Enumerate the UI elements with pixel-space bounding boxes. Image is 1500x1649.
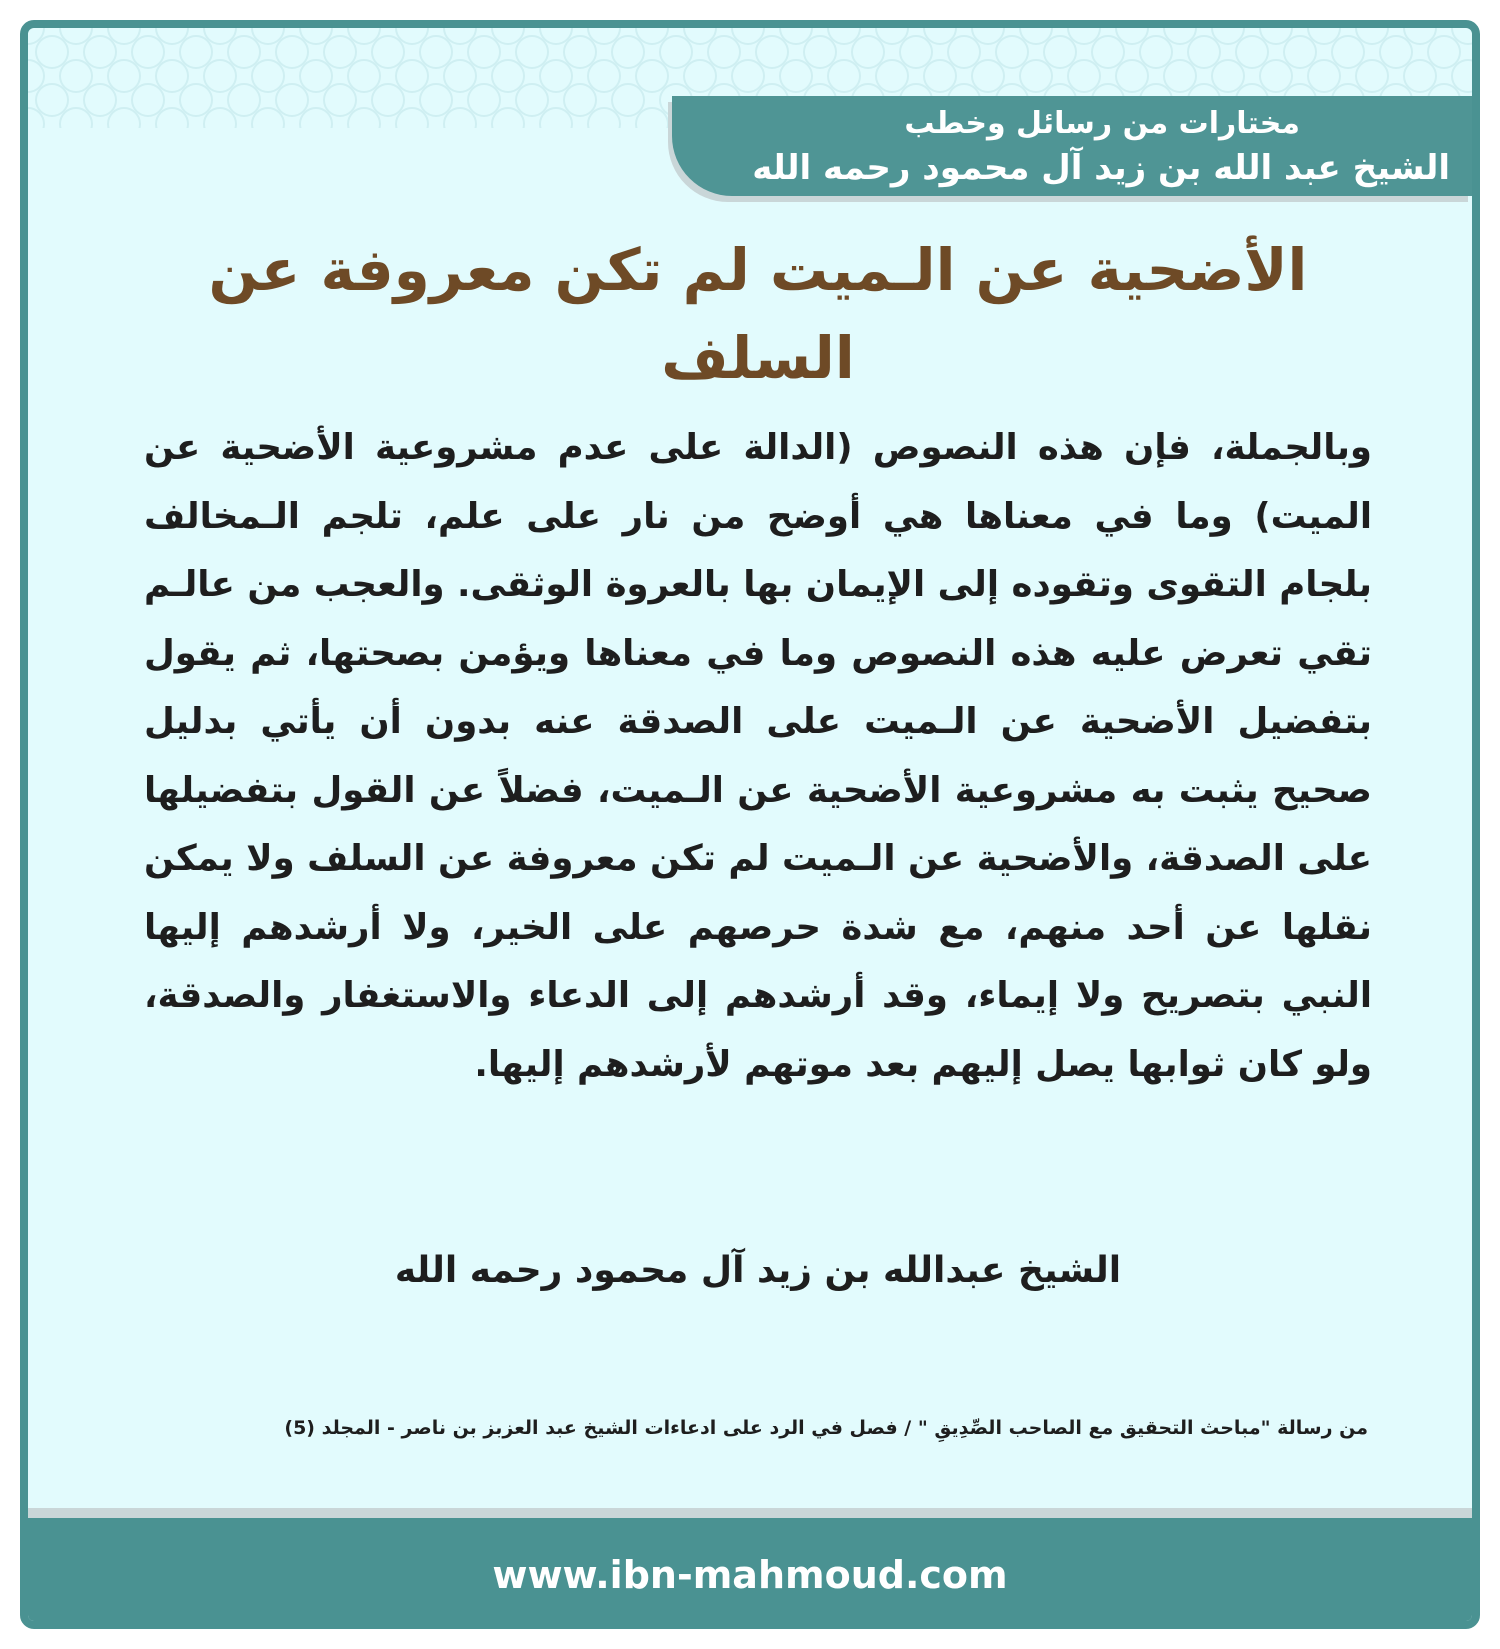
series-author: الشيخ عبد الله بن زيد آل محمود رحمه الله [752,148,1450,188]
post-card [20,20,1480,1629]
article-title: الأضحية عن الـميت لم تكن معروفة عن السلف [208,236,1308,392]
website-url: www.ibn-mahmoud.com [492,1553,1008,1597]
article-body: وبالجملة، فإن هذه النصوص (الدالة على عدم مشروعية الأضحية عن الميت) وما في معناها هي أوضح من نار على علم، تلجم الـمخالف بلجام التقوى وتقوده إلى الإيمان بها بالعروة الوثقى. والعجب من عالـم تقي تعرض عليه هذه النصوص وما في معناها ويؤمن بصحتها، ثم يقول بتفضيل الأضحية عن الـميت على الصدقة عنه بدون أن يأتي بدليل صحيح يثبت به مشروعية الأضحية عن الـميت، فضلاً عن القول بتفضيلها على الصدقة، والأضحية عن الـميت لم تكن معروفة عن السلف ولا يمكن نقلها عن أحد منهم، مع شدة حرصهم على الخير، ولا أرشدهم إليها النبي بتصريح ولا إيماء، وقد أرشدهم إلى الدعاء والاستغفار والصدقة، ولو كان ثوابها يصل إليهم بعد موتهم لأرشدهم إليها. [144,427,1372,1085]
source-citation: من رسالة "مباحث التحقيق مع الصاحب الصِّدِيقِ " / فصل في الرد على ادعاءات الشيخ عبد العزبز بن ناصر - المجلد (5) [284,1417,1368,1439]
footer-divider [28,1508,1472,1518]
header-banner [672,96,1472,196]
author-signature: الشيخ عبدالله بن زيد آل محمود رحمه الله [394,1250,1122,1291]
series-title: مختارات من رسائل وخطب [904,106,1300,141]
